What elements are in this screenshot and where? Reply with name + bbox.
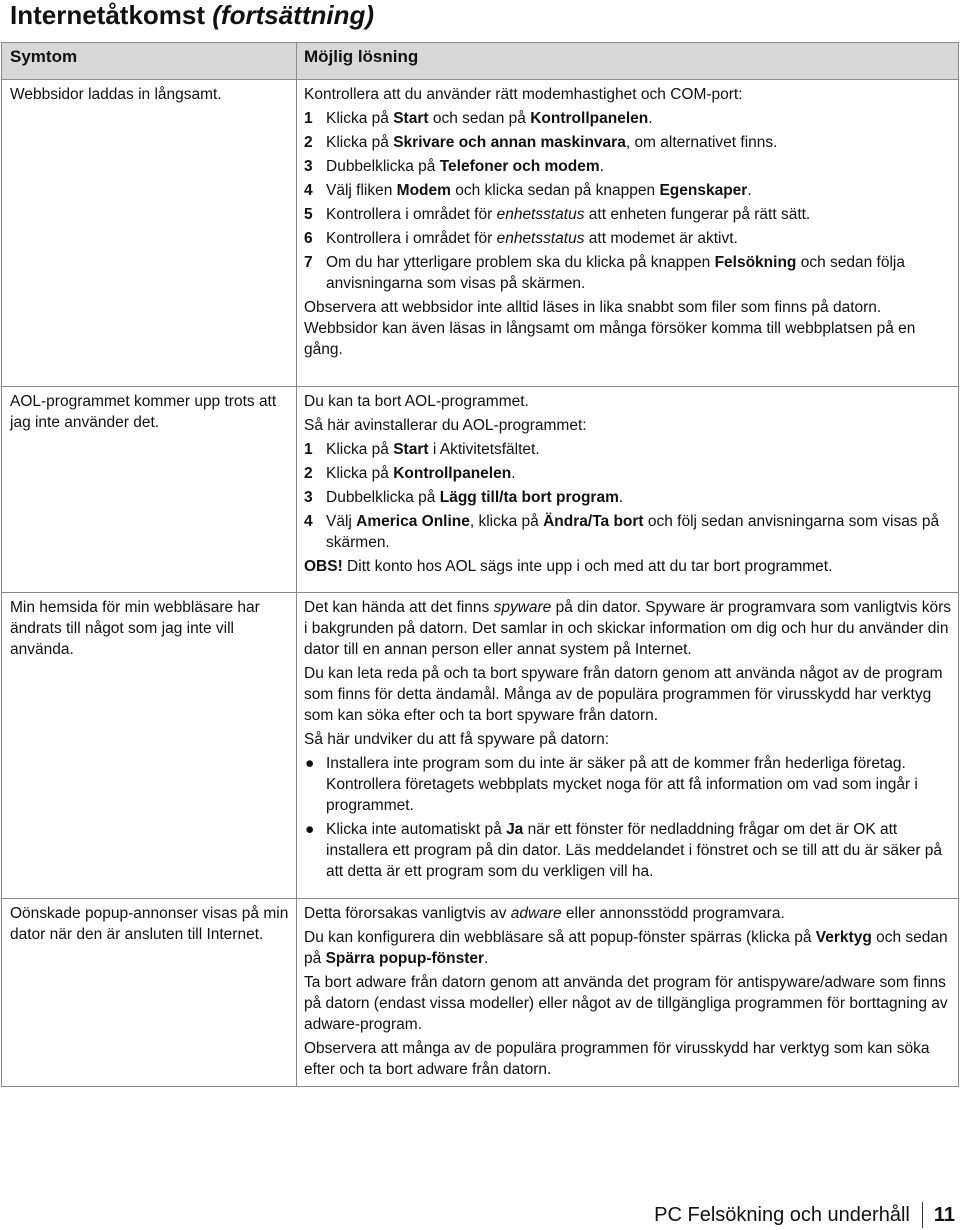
solution-paragraph: Detta förorsakas vanligtvis av adware eller annonsstödd programvara.	[304, 905, 785, 922]
header-symptom: Symtom	[2, 43, 297, 80]
solution-cell	[297, 593, 959, 899]
solution-paragraph: Du kan ta bort AOL-programmet.	[304, 393, 529, 410]
steps-list	[304, 108, 952, 294]
solution-paragraph: Så här undviker du att få spyware på datorn:	[304, 731, 610, 748]
solution-intro: Kontrollera att du använder rätt modemhastighet och COM-port:	[304, 86, 743, 103]
steps-list	[304, 439, 952, 553]
solution-paragraph: Du kan leta reda på och ta bort spyware från datorn genom att använda något av de program som finns för detta ändamål. Många av de populära programmen för virusskydd har verktyg som kan söka efter och ta bort spyware från datorn.	[304, 665, 943, 724]
footer-divider	[922, 1202, 923, 1228]
step-item: 2 Klicka på Skrivare och annan maskinvara, om alternativet finns.	[304, 134, 778, 151]
step-item: 4 Välj fliken Modem och klicka sedan på knappen Egenskaper.	[304, 182, 752, 199]
page-title-main: Internetåtkomst	[10, 0, 213, 30]
solution-cell	[297, 387, 959, 593]
solution-paragraph: Det kan hända att det finns spyware på din dator. Spyware är programvara som vanligtvis körs i bakgrunden på datorn. Det samlar in och skickar information om dig och hur du använder din dator till en annan person eller annat system på Internet.	[304, 599, 952, 658]
bullet-item: ● Installera inte program som du inte är säker på att de kommer från hederliga företag. Kontrollera företagets webbplats mycket noga för att få information om vad som ingår i programmet.	[305, 755, 918, 814]
solution-paragraph: Så här avinstallerar du AOL-programmet:	[304, 417, 587, 434]
bullet-item: ● Klicka inte automatiskt på Ja när ett fönster för nedladdning frågar om det är OK att installera ett program på din dator. Läs meddelandet i fönstret och se till att du är säker på att detta är ett program som du verkligen vill ha.	[305, 821, 943, 880]
obs-note: OBS! Ditt konto hos AOL sägs inte upp i och med att du tar bort programmet.	[304, 558, 833, 575]
step-item: 5 Kontrollera i området för enhetsstatus att enheten fungerar på rätt sätt.	[304, 206, 811, 223]
table-header-row	[2, 43, 959, 80]
table-row	[2, 80, 959, 387]
table-row	[2, 593, 959, 899]
step-item: 2 Klicka på Kontrollpanelen.	[304, 465, 516, 482]
step-item: 7 Om du har ytterligare problem ska du klicka på knappen Felsökning och sedan följa anvisningarna som visas på skärmen.	[304, 254, 905, 292]
solution-cell	[297, 80, 959, 387]
bullet-icon: ●	[305, 755, 315, 772]
header-solution: Möjlig lösning	[297, 43, 959, 80]
footer-section-title: PC Felsökning och underhåll	[654, 1203, 910, 1226]
step-item: 6 Kontrollera i området för enhetsstatus att modemet är aktivt.	[304, 230, 738, 247]
solution-paragraph: Du kan konfigurera din webbläsare så att popup-fönster spärras (klicka på Verktyg och sedan på Spärra popup-fönster.	[304, 929, 948, 967]
step-item: 3 Dubbelklicka på Telefoner och modem.	[304, 158, 604, 175]
symptom-cell: AOL-programmet kommer upp trots att jag inte använder det.	[2, 387, 297, 593]
symptom-cell: Min hemsida för min webbläsare har ändrats till något som jag inte vill använda.	[2, 593, 297, 899]
step-item: 3 Dubbelklicka på Lägg till/ta bort program.	[304, 489, 624, 506]
solution-paragraph: Ta bort adware från datorn genom att använda det program för antispyware/adware som finns på datorn (endast vissa modeller) eller något av de tillgängliga programmen för borttagning av adware-program.	[304, 974, 948, 1033]
obs-label: OBS!	[304, 558, 343, 575]
step-item: 1 Klicka på Start i Aktivitetsfältet.	[304, 441, 540, 458]
solution-paragraph: Observera att många av de populära programmen för virusskydd har verktyg som kan söka efter och ta bort adware från datorn.	[304, 1040, 930, 1078]
table-row	[2, 387, 959, 593]
page-title	[10, 0, 374, 32]
bullet-icon: ●	[305, 821, 315, 838]
step-item: 1 Klicka på Start och sedan på Kontrollpanelen.	[304, 110, 653, 127]
solution-cell	[297, 899, 959, 1087]
page-footer	[654, 1200, 955, 1230]
page-number: 11	[933, 1203, 955, 1226]
table-row	[2, 899, 959, 1087]
page-title-continuation: (fortsättning)	[212, 0, 375, 30]
bullet-list	[304, 753, 952, 882]
solution-note: Observera att webbsidor inte alltid läses in lika snabbt som filer som finns på datorn. Webbsidor kan även läsas in långsamt om många försöker komma till webbplatsen på en gång.	[304, 299, 916, 358]
troubleshooting-table	[1, 42, 959, 1087]
step-item: 4 Välj America Online, klicka på Ändra/Ta bort och följ sedan anvisningarna som visas på skärmen.	[304, 513, 940, 551]
symptom-cell: Webbsidor laddas in långsamt.	[2, 80, 297, 387]
symptom-cell: Oönskade popup-annonser visas på min dator när den är ansluten till Internet.	[2, 899, 297, 1087]
